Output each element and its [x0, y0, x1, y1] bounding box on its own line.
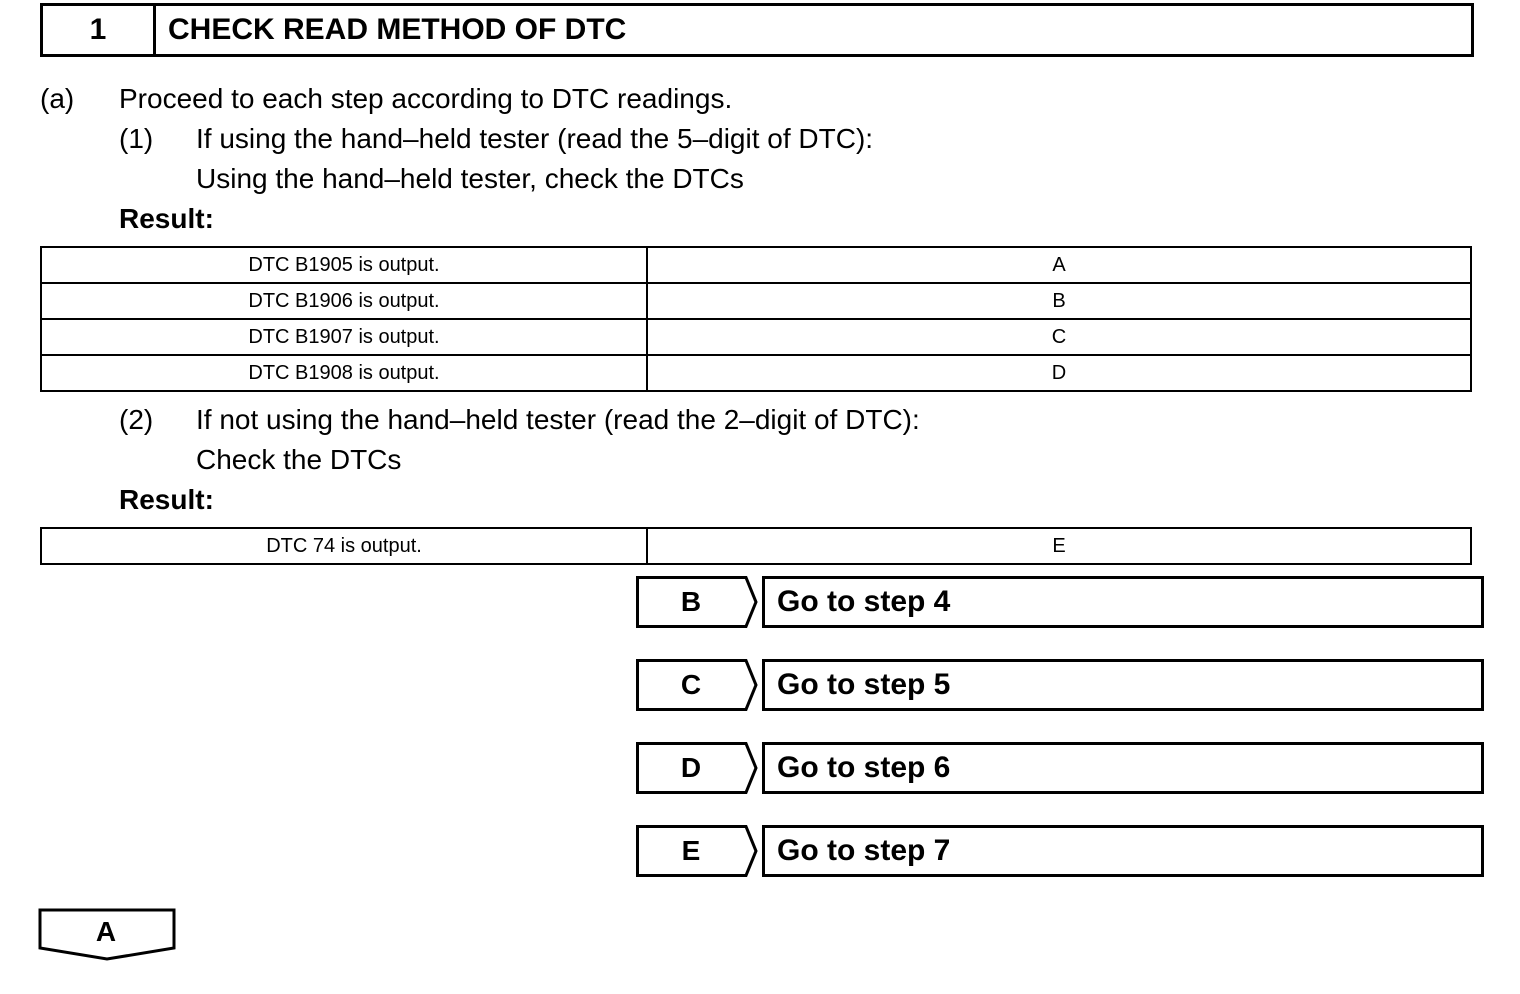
goto-step-box[interactable]: Go to step 6 [762, 742, 1484, 794]
result-condition: DTC B1906 is output. [41, 283, 647, 319]
branch-row-b [636, 576, 1472, 628]
result-code: D [647, 355, 1471, 391]
sub2-result-label: Result: [119, 484, 214, 515]
sub2-line1: If not using the hand–held tester (read the 2–digit of DTC): [196, 404, 920, 435]
result-condition: DTC B1908 is output. [41, 355, 647, 391]
branch-row-e [636, 825, 1472, 877]
result-table-1 [40, 246, 1472, 392]
table-row [41, 355, 1471, 391]
sub2-line2: Check the DTCs [196, 444, 402, 475]
result-table-2 [40, 527, 1472, 565]
branch-row-d [636, 742, 1472, 794]
sub1-line2: Using the hand–held tester, check the DTCs [196, 163, 744, 194]
table-row [41, 247, 1471, 283]
result-code: E [647, 528, 1471, 564]
step-header [40, 3, 1474, 57]
result-condition: DTC 74 is output. [41, 528, 647, 564]
goto-step-box[interactable]: Go to step 4 [762, 576, 1484, 628]
sub2-marker: (2) [119, 404, 154, 435]
table-row [41, 528, 1471, 564]
branch-code: E [681, 835, 701, 866]
branch-code: C [680, 669, 702, 700]
goto-step-box[interactable]: Go to step 7 [762, 825, 1484, 877]
item-a-text: Proceed to each step according to DTC readings. [119, 83, 733, 114]
branch-code: D [680, 752, 702, 783]
sub1-result-label: Result: [119, 203, 214, 234]
continue-code: A [95, 916, 117, 947]
result-condition: DTC B1905 is output. [41, 247, 647, 283]
table-row [41, 283, 1471, 319]
result-code: C [647, 319, 1471, 355]
step-title: CHECK READ METHOD OF DTC [168, 13, 627, 46]
item-a-marker: (a) [40, 83, 75, 114]
step-number: 1 [43, 6, 156, 54]
branch-code: B [680, 586, 702, 617]
goto-step-box[interactable]: Go to step 5 [762, 659, 1484, 711]
sub1-line1: If using the hand–held tester (read the 5–digit of DTC): [196, 123, 874, 154]
result-code: A [647, 247, 1471, 283]
sub1-marker: (1) [119, 123, 154, 154]
result-code: B [647, 283, 1471, 319]
result-condition: DTC B1907 is output. [41, 319, 647, 355]
continue-down-arrow[interactable] [38, 908, 178, 962]
branch-row-c [636, 659, 1472, 711]
table-row [41, 319, 1471, 355]
